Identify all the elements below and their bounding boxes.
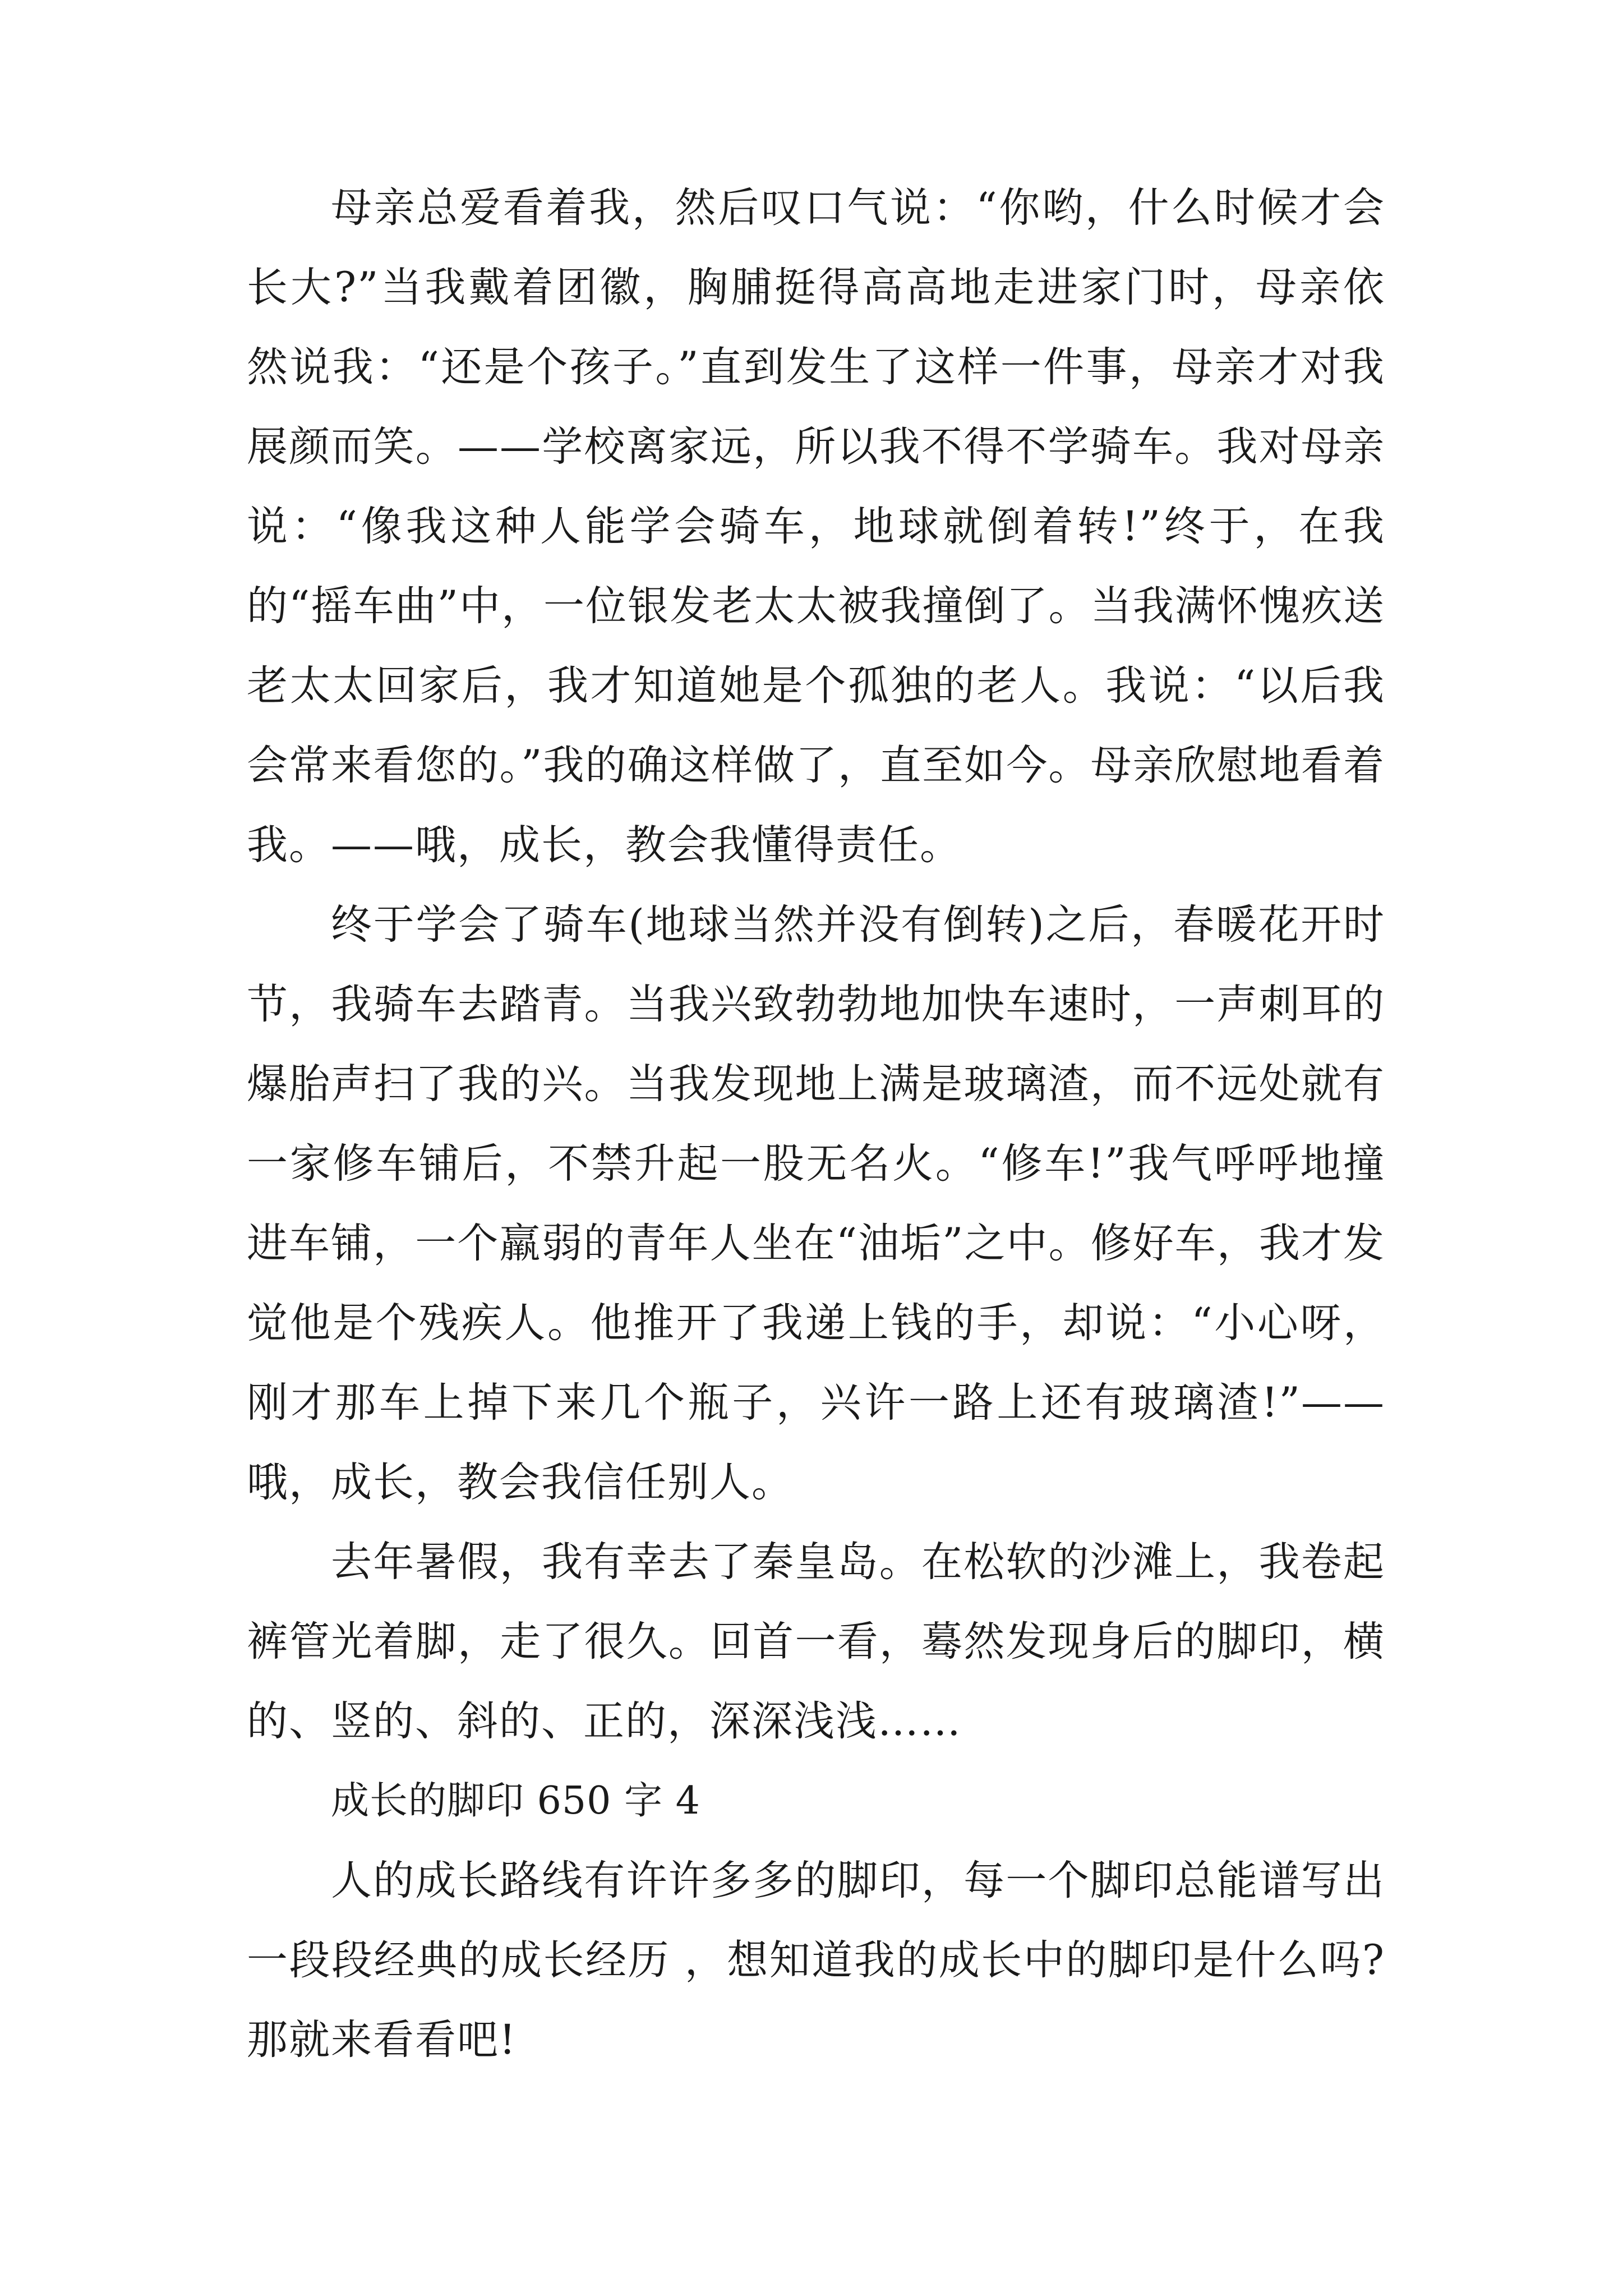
section-heading: 成长的脚印 650 字 4: [331, 1779, 700, 1823]
document-page: [247, 168, 1385, 2080]
paragraph-trust: 终于学会了骑车(地球当然并没有倒转)之后，春暖花开时节，我骑车去踏青。当我兴致勃勃地加快车速时，一声刺耳的爆胎声扫了我的兴。当我发现地上满是玻璃渣，而不远处就有一家修车铺后，不禁升起一股无名火。“修车!”我气呼呼地撞进车铺，一个羸弱的青年人坐在“油垢”之中。修好车，我才发觉他是个残疾人。他推开了我递上钱的手，却说：“小心呀，刚才那车上掉下来几个瓶子，兴许一路上还有玻璃渣!”——哦，成长，教会我信任别人。: [247, 901, 1385, 1506]
paragraph-footprints: 去年暑假，我有幸去了秦皇岛。在松软的沙滩上，我卷起裤管光着脚，走了很久。回首一看，蓦然发现身后的脚印，横的、竖的、斜的、正的，深深浅浅……: [247, 1538, 1385, 1745]
paragraph-intro: 人的成长路线有许许多多的脚印，每一个脚印总能谱写出一段段经典的成长经历 ，想知道我的成长中的脚印是什么吗?那就来看看吧!: [247, 1857, 1385, 2064]
paragraph-responsibility: 母亲总爱看着我，然后叹口气说：“你哟，什么时候才会长大?”当我戴着团徽，胸脯挺得高高地走进家门时，母亲依然说我：“还是个孩子。”直到发生了这样一件事，母亲才对我展颜而笑。——学校离家远，所以我不得不学骑车。我对母亲说：“像我这种人能学会骑车，地球就倒着转!”终于，在我的“摇车曲”中，一位银发老太太被我撞倒了。当我满怀愧疚送老太太回家后，我才知道她是个孤独的老人。我说：“以后我会常来看您的。”我的确这样做了，直至如今。母亲欣慰地看着我。——哦，成长，教会我懂得责任。: [247, 184, 1385, 869]
